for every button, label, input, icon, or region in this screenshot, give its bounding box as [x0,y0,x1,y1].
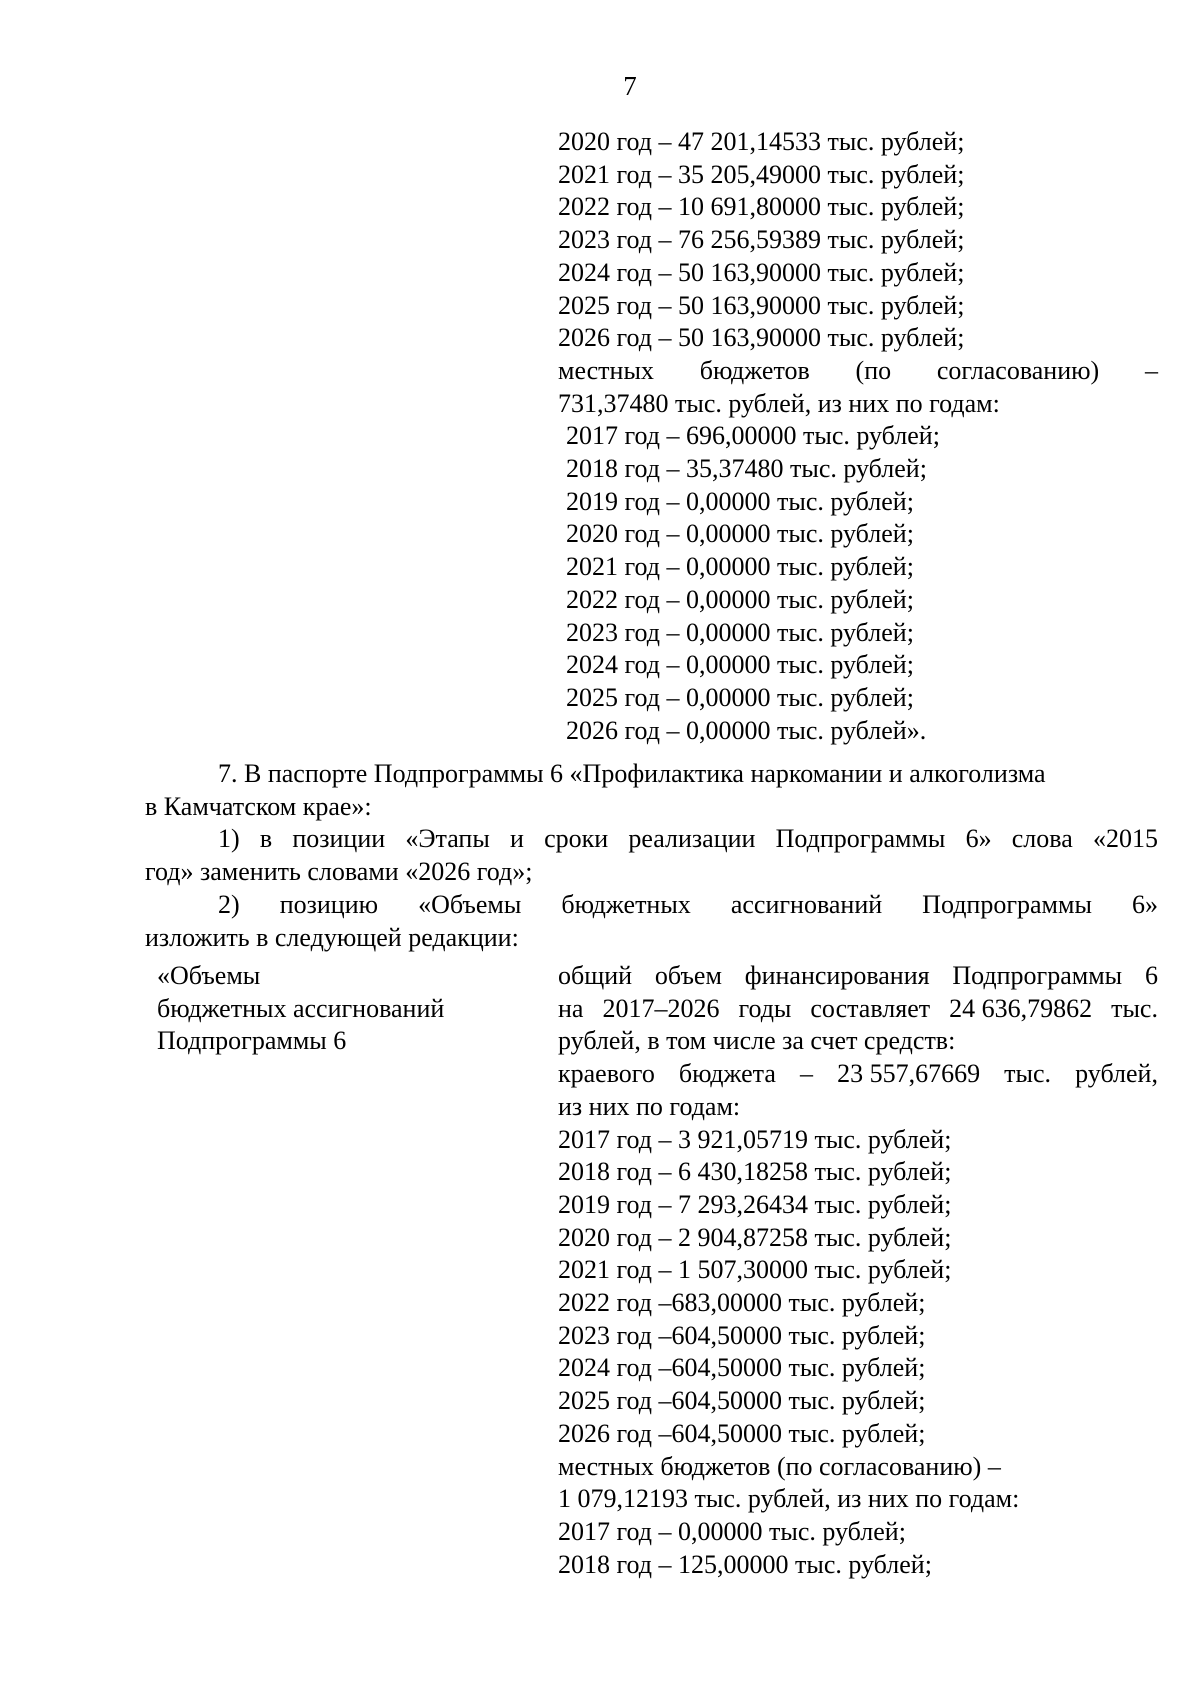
table-left-cell [157,960,517,1058]
regional-year-line: 2023 год – 76 256,59389 тыс. рублей; [558,225,965,255]
paragraph-line: 2) позицию «Объемы бюджетных ассигнований Подпрограммы 6» [218,889,1158,919]
regional-year-line: 2026 год –604,50000 тыс. рублей; [558,1418,926,1448]
paragraph-line: год» заменить словами «2026 год»; [145,857,533,887]
regional-year-line: 2022 год – 10 691,80000 тыс. рублей; [558,192,965,222]
regional-year-line: 2018 год – 6 430,18258 тыс. рублей; [558,1157,952,1187]
local-budget-total: 731,37480 тыс. рублей, из них по годам: [558,388,1000,418]
section-7 [145,758,1158,954]
regional-year-line: 2026 год – 50 163,90000 тыс. рублей; [558,323,965,353]
regional-year-line: 2025 год – 50 163,90000 тыс. рублей; [558,290,965,320]
page-number: 7 [623,71,637,101]
local-year-line: 2022 год – 0,00000 тыс. рублей; [566,584,914,614]
regional-budget-subheading: из них по годам: [558,1091,741,1121]
regional-year-line: 2021 год – 35 205,49000 тыс. рублей; [558,159,965,189]
local-budget-heading: местных бюджетов (по согласованию) – [558,1451,1001,1481]
local-year-line: 2020 год – 0,00000 тыс. рублей; [566,519,914,549]
regional-year-line: 2025 год –604,50000 тыс. рублей; [558,1386,926,1416]
intro-line: на 2017–2026 годы составляет 24 636,79862 тыс. [558,993,1158,1023]
regional-year-line: 2019 год – 7 293,26434 тыс. рублей; [558,1189,952,1219]
local-year-line: 2025 год – 0,00000 тыс. рублей; [566,682,914,712]
label-line: бюджетных ассигнований [157,993,445,1023]
local-year-line: 2021 год – 0,00000 тыс. рублей; [566,552,914,582]
paragraph-7 [145,758,1158,823]
table-right-cell [558,960,1158,1581]
regional-year-line: 2024 год –604,50000 тыс. рублей; [558,1353,926,1383]
local-year-line: 2024 год – 0,00000 тыс. рублей; [566,650,914,680]
paragraph-line: 7. В паспорте Подпрограммы 6 «Профилактика наркомании и алкоголизма [218,759,1046,788]
local-budget-total: 1 079,12193 тыс. рублей, из них по годам: [558,1484,1020,1514]
local-year-line: 2017 год – 0,00000 тыс. рублей; [558,1516,906,1546]
label-line: Подпрограммы 6 [157,1026,347,1056]
paragraph-line: изложить в следующей редакции: [145,922,519,952]
local-budget-heading: местных бюджетов (по согласованию) – [558,355,1158,385]
local-year-line: 2018 год – 35,37480 тыс. рублей; [566,454,927,484]
intro-line: рублей, в том числе за счет средств: [558,1026,956,1056]
regional-budget-heading: краевого бюджета – 23 557,67669 тыс. рублей, [558,1059,1158,1089]
top-funding-block [558,126,1158,747]
paragraph-line: 1) в позиции «Этапы и сроки реализации Подпрограммы 6» слова «2015 [218,824,1158,854]
regional-year-line: 2022 год –683,00000 тыс. рублей; [558,1288,926,1318]
paragraph-7-1 [145,823,1158,888]
paragraph-7-2 [145,889,1158,954]
paragraph-line: в Камчатском крае»: [145,791,372,821]
regional-year-line: 2023 год –604,50000 тыс. рублей; [558,1320,926,1350]
local-year-line: 2017 год – 696,00000 тыс. рублей; [566,421,940,451]
regional-year-line: 2020 год – 47 201,14533 тыс. рублей; [558,127,965,156]
local-year-line: 2026 год – 0,00000 тыс. рублей». [566,715,927,745]
label-line: «Объемы [157,961,261,990]
local-year-line: 2018 год – 125,00000 тыс. рублей; [558,1549,932,1579]
local-year-line: 2023 год – 0,00000 тыс. рублей; [566,617,914,647]
regional-year-line: 2017 год – 3 921,05719 тыс. рублей; [558,1124,952,1154]
regional-year-line: 2021 год – 1 507,30000 тыс. рублей; [558,1255,952,1285]
intro-line: общий объем финансирования Подпрограммы 6 [558,961,1158,990]
local-year-line: 2019 год – 0,00000 тыс. рублей; [566,486,914,516]
regional-year-line: 2020 год – 2 904,87258 тыс. рублей; [558,1222,952,1252]
regional-year-line: 2024 год – 50 163,90000 тыс. рублей; [558,257,965,287]
